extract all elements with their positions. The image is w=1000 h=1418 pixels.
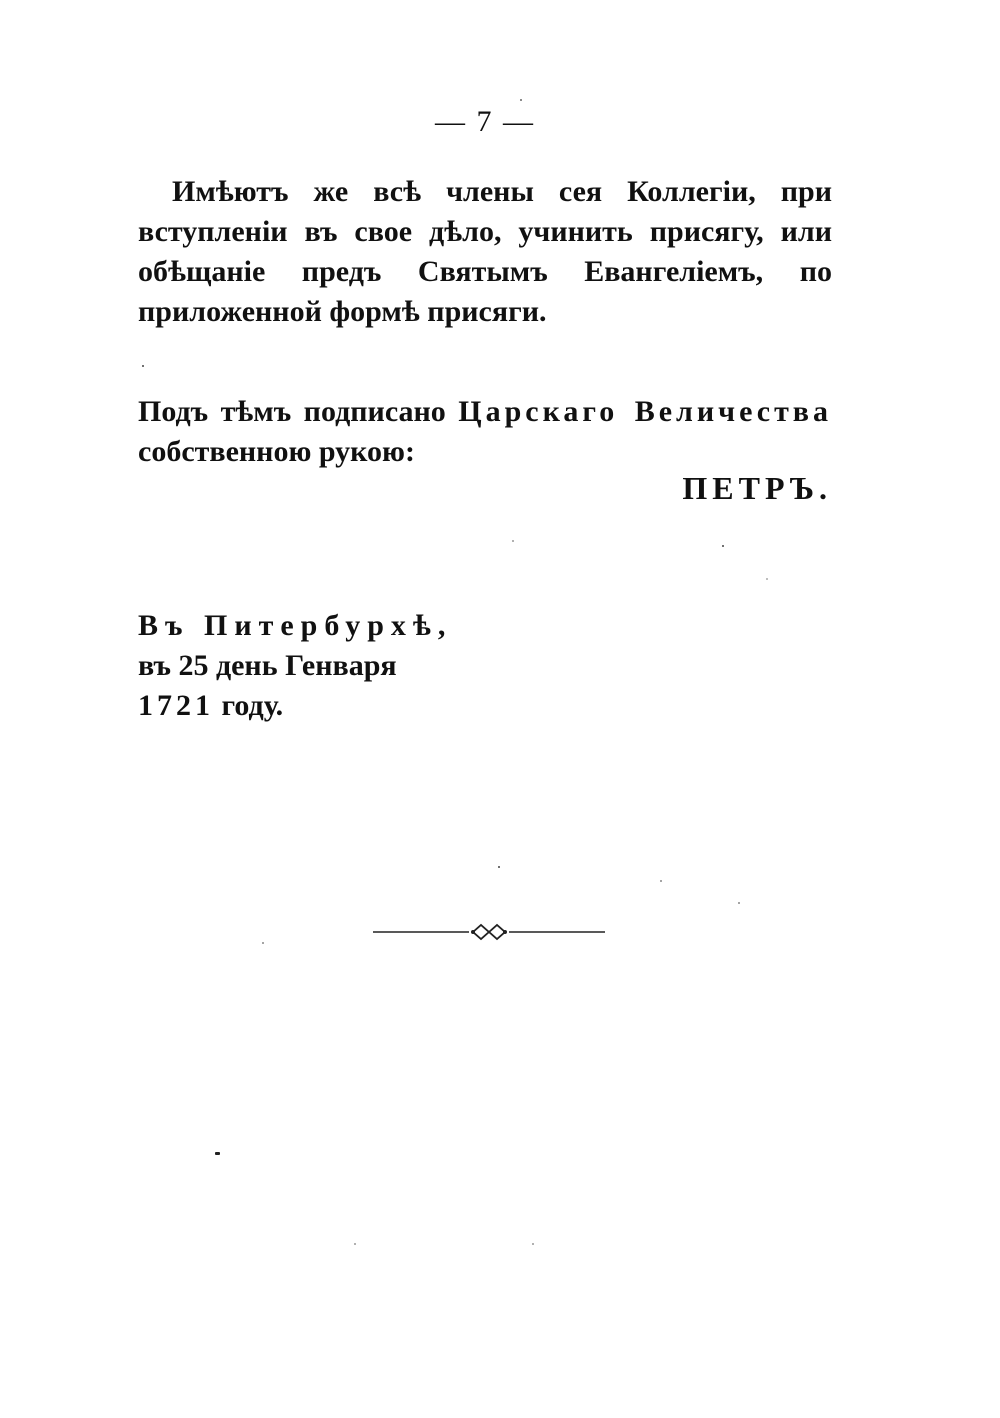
scan-speck [498,866,500,868]
paragraph-oath: Имѣютъ же всѣ члены сея Коллегіи, при вступленіи въ свое дѣло, учинить присягу, или обѣщаніе предъ Святымъ Евангеліемъ, по приложенной формѣ присяги. [138,175,832,328]
own-hand-text: собственною рукою: [138,435,415,468]
year-number: 1721 [138,689,214,722]
scan-speck [215,1152,220,1155]
ornament-divider-icon [373,918,605,946]
place-date-block [138,606,452,726]
tsar-majesty-text: Царскаго Величества [458,395,833,428]
year-suffix: году. [221,689,284,722]
scan-speck [722,545,724,547]
year-line [138,686,452,726]
scan-speck [766,578,768,580]
signed-by-text: Подъ тѣмъ подписано [138,395,446,428]
scan-speck [520,99,522,101]
paragraph-signed-by [138,392,832,472]
scan-speck [142,365,144,367]
scan-speck [660,880,662,882]
scan-speck [354,1243,356,1245]
signature-petr: ПЕТРЪ. [682,470,832,506]
place-line: Въ Питербурхѣ, [138,609,453,642]
scan-speck [738,902,740,904]
scan-speck [532,1243,534,1245]
date-line: въ 25 день Генваря [138,649,397,682]
page-number: — 7 — [435,105,535,138]
scan-speck [512,540,514,542]
scan-speck [262,942,264,944]
